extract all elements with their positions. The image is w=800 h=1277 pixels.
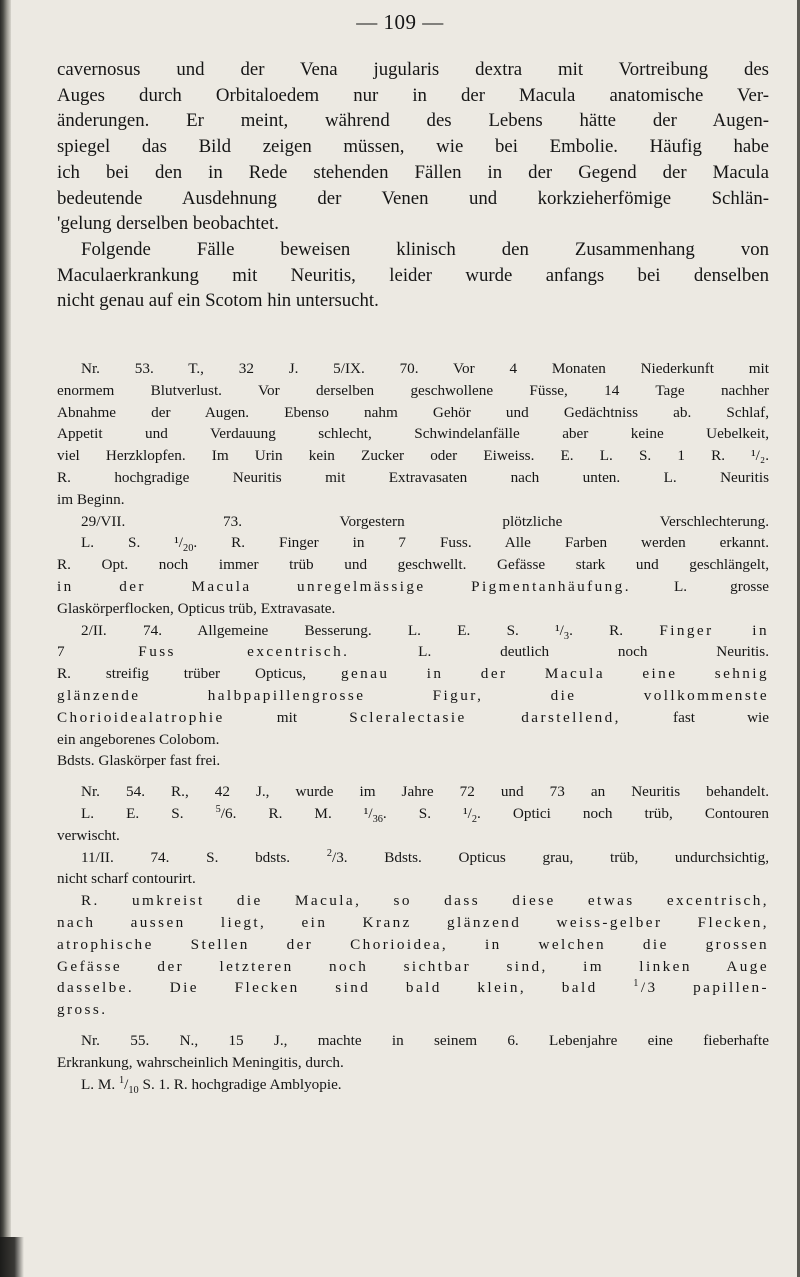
text-fragment: /	[124, 1075, 129, 1093]
text-fragment: R. hochgradige Neuritis mit Extravasaten nach unten. L. Neuritis	[57, 468, 769, 486]
text-line: 'gelung derselben beobachtet.	[57, 213, 279, 235]
text-line: ich bei den in Rede stehenden Fällen in der Gegend der Macula	[57, 161, 769, 183]
text-fragment: . R.	[569, 621, 660, 639]
text-line: Glaskörperflocken, Opticus trüb, Extravasate.	[57, 599, 336, 617]
text-fragment: dasselbe. Die Flecken sind bald klein, bald	[57, 979, 634, 997]
text-fragment: L. deutlich noch Neuritis.	[349, 643, 769, 661]
fraction-numerator: 1	[633, 978, 641, 990]
text-line: verwischt.	[57, 826, 120, 844]
text-line: gross.	[57, 1001, 108, 1019]
spaced-text: genau in der Macula eine sehnig	[340, 665, 769, 683]
text-fragment: R. streifig trüber Opticus,	[57, 665, 341, 683]
fraction-denominator: 2	[471, 813, 478, 825]
text-fragment: /6. R. M. ¹/	[220, 804, 373, 822]
text-line: 29/VII. 73. Vorgestern plötzliche Verschlechterung.	[81, 512, 769, 530]
text-line: spiegel das Bild zeigen müssen, wie bei Embolie. Häufig habe	[57, 136, 769, 158]
text-fragment: /3 papillen-	[640, 979, 769, 997]
text-fragment: /3. Bdsts. Opticus grau, trüb, undurchsichtig,	[331, 848, 769, 866]
text-fragment: L. E. S.	[81, 804, 216, 822]
spaced-text: glänzende halbpapillengrosse Figur, die vollkommenste	[57, 686, 769, 704]
text-line: Nr. 53. T., 32 J. 5/IX. 70. Vor 4 Monaten Niederkunft mit	[81, 360, 769, 377]
text-fragment: . S. ¹/	[382, 804, 472, 822]
spaced-text: Finger in	[659, 621, 769, 639]
text-line: Folgende Fälle beweisen klinisch den Zusammenhang von	[81, 238, 769, 260]
text-line: ein angeborenes Colobom.	[57, 730, 220, 748]
text-line	[57, 803, 769, 825]
page-number: — 109 —	[356, 10, 444, 34]
text-line: nach aussen liegt, ein Kranz glänzend weiss-gelber Flecken,	[57, 913, 769, 931]
spaced-text: 7 Fuss excentrisch.	[57, 643, 350, 661]
text-line: Nr. 54. R., 42 J., wurde im Jahre 72 und 73 an Neuritis behandelt.	[81, 783, 769, 801]
fraction-numerator: 2	[326, 847, 332, 859]
text-line	[57, 663, 769, 685]
fraction-denominator: 10	[128, 1084, 139, 1096]
fraction-numerator: 1	[118, 1074, 125, 1086]
text-fragment: . Optici noch trüb, Contouren	[477, 804, 769, 822]
text-fragment: . R. Finger in 7 Fuss. Alle Farben werden erkannt.	[193, 534, 769, 552]
text-line	[57, 847, 769, 869]
text-fragment: L. S. ¹/	[81, 534, 184, 552]
text-fragment: L. M.	[81, 1075, 119, 1093]
text-line	[57, 685, 769, 707]
spaced-text: Scleralectasie darstellend,	[349, 708, 621, 726]
case-notes	[57, 358, 769, 1095]
text-line: enormem Blutverlust. Vor derselben geschwollene Füsse, 14 Tage nachher	[57, 381, 769, 399]
text-line: Appetit und Verdauung schlecht, Schwindelanfälle aber keine Uebelkeit,	[57, 425, 769, 443]
page-edge-left	[0, 0, 11, 1277]
text-fragment: 11/II. 74. S. bdsts.	[81, 848, 327, 866]
text-line: änderungen. Er meint, während des Lebens hätte der Augen-	[57, 110, 769, 132]
page-edge-left-shadow	[0, 1237, 24, 1277]
text-line: cavernosus und der Vena jugularis dextra mit Vortreibung des	[57, 59, 769, 80]
text-fragment: S. 1. R. hochgradige Amblyopie.	[138, 1075, 342, 1093]
text-line: viel Herzklopfen. Im Urin kein Zucker oder Eiweiss. E. L. S. 1 R. ¹/₂.	[57, 447, 769, 465]
fraction-numerator: 5	[215, 803, 221, 815]
text-line: Erkrankung, wahrscheinlich Meningitis, durch.	[57, 1053, 344, 1071]
text-line: Gefässe der letzteren noch sichtbar sind, im linken Auge	[57, 957, 769, 975]
text-line: bedeutende Ausdehnung der Venen und korkzieherfömige Schlän-	[57, 187, 769, 209]
text-fragment: fast wie	[620, 708, 769, 726]
fraction-denominator: 20	[183, 543, 194, 555]
text-line: Auges durch Orbitaloedem nur in der Macula anatomische Ver-	[57, 84, 769, 106]
text-line: Nr. 55. N., 15 J., machte in seinem 6. Lebenjahre eine fieberhafte	[81, 1031, 769, 1049]
text-fragment: L. grosse	[630, 577, 769, 595]
text-line: R. Opt. noch immer trüb und geschwellt. Gefässe stark und geschlängelt,	[57, 556, 769, 574]
text-line: nicht scharf contourirt.	[57, 870, 196, 888]
text-line	[57, 641, 769, 663]
text-fragment: 2/II. 74. Allgemeine Besserung. L. E. S. ¹/	[81, 621, 564, 639]
text-line	[57, 620, 769, 642]
text-line	[57, 707, 769, 729]
text-line: R. umkreist die Macula, so dass diese etwas excentrisch,	[81, 892, 769, 910]
fraction-denominator: 3	[563, 630, 570, 642]
text-line: atrophische Stellen der Chorioidea, in welchen die grossen	[57, 935, 769, 953]
text-line: Bdsts. Glaskörper fast frei.	[57, 752, 221, 770]
spaced-text: Chorioidealatrophie	[57, 708, 225, 726]
text-fragment: mit	[224, 708, 350, 726]
text-line	[57, 1074, 769, 1096]
text-line: im Beginn.	[57, 490, 125, 508]
text-line: nicht genau auf ein Scotom hin untersucht.	[57, 290, 379, 312]
fraction-denominator: 36	[372, 813, 383, 825]
text-line	[57, 977, 769, 999]
text-line	[57, 532, 769, 554]
spaced-text: in der Macula unregelmässige Pigmentanhäufung.	[57, 577, 631, 595]
text-line: Maculaerkrankung mit Neuritis, leider wurde anfangs bei denselben	[57, 264, 769, 286]
text-line	[57, 467, 769, 489]
main-text	[57, 57, 769, 314]
text-line: Abnahme der Augen. Ebenso nahm Gehör und Gedächtniss ab. Schlaf,	[57, 403, 769, 421]
text-line	[57, 576, 769, 598]
